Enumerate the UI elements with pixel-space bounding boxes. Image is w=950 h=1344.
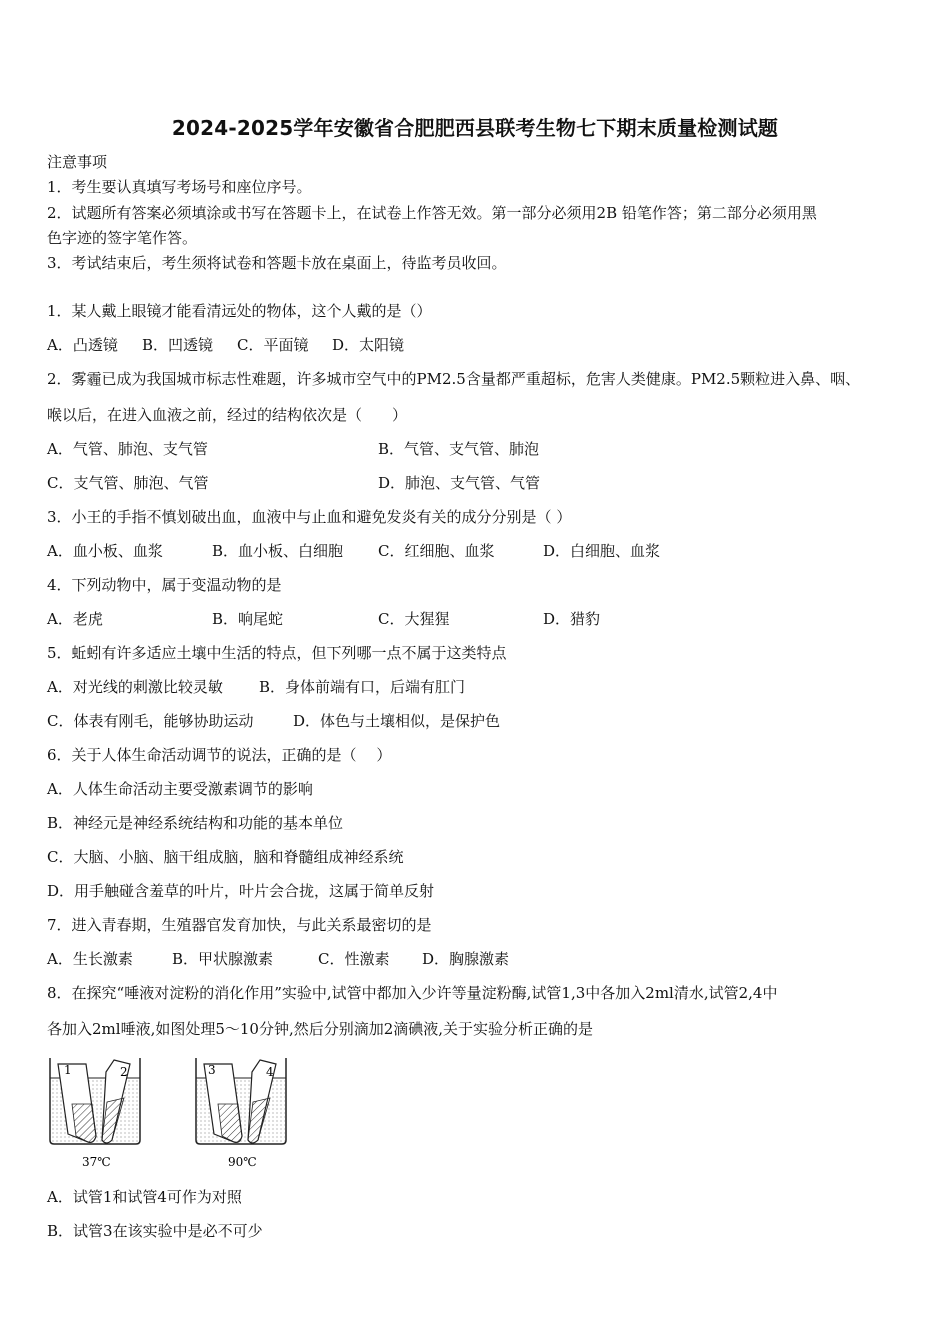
beaker-left bbox=[50, 1058, 140, 1169]
option-b: B．血小板、白细胞 bbox=[212, 542, 344, 560]
option-c: C．大脑、小脑、脑干组成脑，脑和脊髓组成神经系统 bbox=[47, 848, 404, 866]
option-a: A．老虎 bbox=[47, 610, 103, 628]
option-c: C．性激素 bbox=[318, 950, 390, 968]
notice-item: 3．考试结束后，考生须将试卷和答题卡放在桌面上，待监考员收回。 bbox=[47, 254, 507, 272]
option-b: B．气管、支气管、肺泡 bbox=[378, 440, 540, 458]
question-stem: 1．某人戴上眼镜才能看清远处的物体，这个人戴的是（） bbox=[47, 302, 432, 320]
question-stem: 各加入2ml唾液,如图处理5～10分钟,然后分别滴加2滴碘液,关于实验分析正确的是 bbox=[47, 1020, 594, 1038]
temperature-label: 37℃ bbox=[82, 1155, 111, 1169]
option-d: D．太阳镜 bbox=[332, 336, 405, 354]
option-c: C．支气管、肺泡、气管 bbox=[47, 474, 209, 492]
option-d: D．肺泡、支气管、气管 bbox=[378, 474, 541, 492]
tube-label: 1 bbox=[64, 1063, 72, 1077]
tube-label: 4 bbox=[266, 1065, 274, 1079]
option-a: A．气管、肺泡、支气管 bbox=[47, 440, 208, 458]
option-a: A．人体生命活动主要受激素调节的影响 bbox=[47, 780, 313, 798]
option-d: D．白细胞、血浆 bbox=[543, 542, 661, 560]
question-stem: 5．蚯蚓有许多适应土壤中生活的特点，但下列哪一点不属于这类特点 bbox=[47, 644, 507, 662]
temperature-label: 90℃ bbox=[228, 1155, 257, 1169]
option-a: A．凸透镜 bbox=[47, 336, 118, 354]
question-stem: 3．小王的手指不慎划破出血，血液中与止血和避免发炎有关的成分分别是（ ） bbox=[47, 508, 572, 526]
exam-title: 2024-2025学年安徽省合肥肥西县联考生物七下期末质量检测试题 bbox=[171, 116, 779, 140]
option-d: D．用手触碰含羞草的叶片，叶片会合拢，这属于简单反射 bbox=[47, 882, 435, 900]
experiment-figure bbox=[44, 1052, 304, 1177]
notice-heading: 注意事项 bbox=[47, 153, 108, 171]
tube-label: 2 bbox=[120, 1065, 128, 1079]
option-d: D．体色与土壤相似，是保护色 bbox=[293, 712, 501, 730]
option-c: C．红细胞、血浆 bbox=[378, 542, 495, 560]
question-stem: 2．雾霾已成为我国城市标志性难题，许多城市空气中的PM2.5含量都严重超标，危害人类健康。PM2.5颗粒进入鼻、咽、 bbox=[47, 370, 861, 388]
beaker-right bbox=[196, 1058, 286, 1169]
question-stem: 4．下列动物中，属于变温动物的是 bbox=[47, 576, 282, 594]
notice-item: 色字迹的签字笔作答。 bbox=[47, 229, 198, 247]
option-b: B．身体前端有口，后端有肛门 bbox=[259, 678, 466, 696]
option-a: A．生长激素 bbox=[47, 950, 133, 968]
option-d: D．胸腺激素 bbox=[422, 950, 510, 968]
question-stem: 6．关于人体生命活动调节的说法，正确的是（ ） bbox=[47, 746, 392, 764]
option-b: B．试管3在该实验中是必不可少 bbox=[47, 1222, 263, 1240]
question-stem: 7．进入青春期，生殖器官发育加快，与此关系最密切的是 bbox=[47, 916, 432, 934]
option-b: B．甲状腺激素 bbox=[172, 950, 274, 968]
option-c: C．体表有刚毛，能够协助运动 bbox=[47, 712, 254, 730]
option-c: C．大猩猩 bbox=[378, 610, 450, 628]
tube-label: 3 bbox=[208, 1063, 216, 1077]
option-b: B．凹透镜 bbox=[142, 336, 214, 354]
option-b: B．响尾蛇 bbox=[212, 610, 284, 628]
option-d: D．猎豹 bbox=[543, 610, 601, 628]
option-a: A．试管1和试管4可作为对照 bbox=[47, 1188, 242, 1206]
option-a: A．对光线的刺激比较灵敏 bbox=[47, 678, 223, 696]
notice-item: 1．考生要认真填写考场号和座位序号。 bbox=[47, 178, 312, 196]
beakers-illustration bbox=[44, 1052, 304, 1177]
option-a: A．血小板、血浆 bbox=[47, 542, 163, 560]
option-b: B．神经元是神经系统结构和功能的基本单位 bbox=[47, 814, 344, 832]
question-stem: 8．在探究“唾液对淀粉的消化作用”实验中,试管中都加入少许等量淀粉酶,试管1,3中各加入2ml清水,试管2,4中 bbox=[47, 984, 778, 1002]
notice-item: 2．试题所有答案必须填涂或书写在答题卡上，在试卷上作答无效。第一部分必须用2B 铅笔作答；第二部分必须用黑 bbox=[47, 204, 817, 222]
question-stem: 喉以后，在进入血液之前，经过的结构依次是（ ） bbox=[47, 406, 408, 424]
option-c: C．平面镜 bbox=[237, 336, 309, 354]
